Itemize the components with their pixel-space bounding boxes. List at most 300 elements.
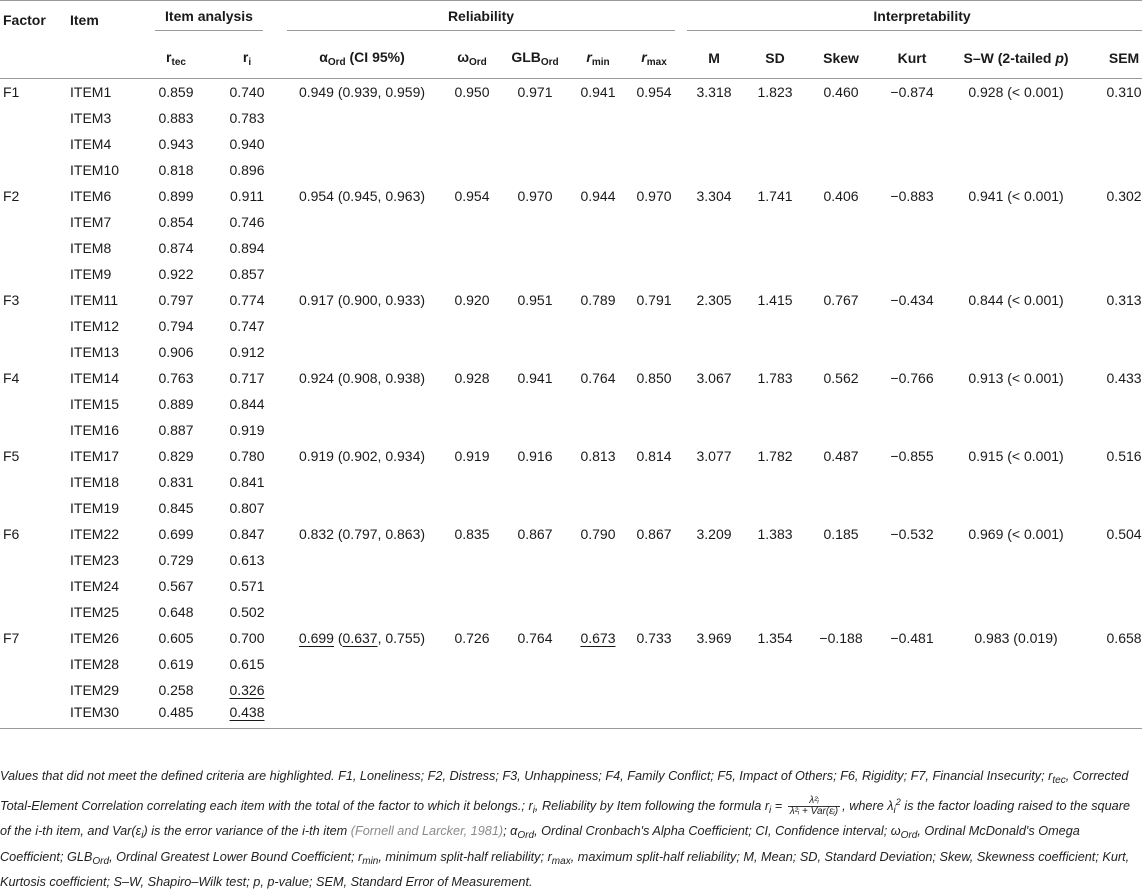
cell-alpha: 0.954 (0.945, 0.963) <box>298 187 426 204</box>
cell-sw <box>946 313 1086 339</box>
cell-alpha: 0.917 (0.900, 0.933) <box>298 291 426 308</box>
cell-sd: 1.823 <box>757 83 793 100</box>
col-header-sd: SD <box>765 50 785 67</box>
cell-factor <box>0 313 70 339</box>
cell-m: 3.077 <box>696 447 732 464</box>
cell-ri: 0.774 <box>229 291 265 308</box>
cell-m: 3.969 <box>696 629 732 646</box>
cell-ri: 0.740 <box>229 83 265 100</box>
cell-ri: 0.700 <box>229 629 265 646</box>
cell-factor: F2 <box>3 187 20 204</box>
cell-rtec: 0.567 <box>158 577 194 594</box>
cell-omega <box>444 313 500 339</box>
cell-rtec: 0.797 <box>158 291 194 308</box>
cell-rtec: 0.887 <box>158 421 194 438</box>
cell-item: ITEM14 <box>70 369 120 386</box>
cell-ri: 0.615 <box>229 655 265 672</box>
cell-alpha <box>280 495 444 521</box>
cell-rmin <box>570 261 626 287</box>
cell-glb <box>500 235 570 261</box>
table-row <box>0 391 1142 417</box>
cell-rmin <box>570 677 626 703</box>
cell-factor <box>0 157 70 183</box>
col-header-rmax: $r_{max}$ <box>641 48 667 68</box>
cell-rmax: 0.970 <box>636 187 672 204</box>
cell-skew <box>804 417 878 443</box>
cell-sw: 0.983 (0.019) <box>974 629 1058 646</box>
cell-item: ITEM17 <box>70 447 120 464</box>
cell-item: ITEM10 <box>70 161 120 178</box>
cell-factor <box>0 209 70 235</box>
cell-rmax <box>626 157 682 183</box>
cell-sw <box>946 391 1086 417</box>
cell-rmin: 0.941 <box>580 83 616 100</box>
cell-omega <box>444 469 500 495</box>
cell-rtec: 0.699 <box>158 525 194 542</box>
cell-item: ITEM16 <box>70 421 120 438</box>
cell-rmin <box>570 131 626 157</box>
cell-alpha: 0.949 (0.939, 0.959) <box>298 83 426 100</box>
table-row <box>0 625 1142 651</box>
cell-skew <box>804 261 878 287</box>
cell-m <box>682 313 746 339</box>
cell-rmin <box>570 573 626 599</box>
cell-ri: 0.807 <box>229 499 265 516</box>
cell-rtec: 0.729 <box>158 551 194 568</box>
cell-item: ITEM23 <box>70 551 120 568</box>
cell-m <box>682 339 746 365</box>
cell-factor: F6 <box>3 525 20 542</box>
cell-kurt: −0.874 <box>890 83 934 100</box>
cell-skew <box>804 469 878 495</box>
cell-omega <box>444 391 500 417</box>
group-header-interpretability: Interpretability <box>682 1 1142 39</box>
cell-kurt <box>878 339 946 365</box>
cell-kurt <box>878 677 946 703</box>
cell-kurt <box>878 313 946 339</box>
table-row <box>0 521 1142 547</box>
table-row <box>0 599 1142 625</box>
cell-kurt <box>878 131 946 157</box>
cell-glb: 0.970 <box>517 187 553 204</box>
cell-glb <box>500 573 570 599</box>
cell-sd <box>746 391 804 417</box>
cell-glb: 0.941 <box>517 369 553 386</box>
col-header-omega: $\omega_{Ord}$ <box>457 48 487 68</box>
cell-sem: 0.433 <box>1106 369 1142 386</box>
cell-skew <box>804 547 878 573</box>
cell-skew <box>804 339 878 365</box>
cell-rmin <box>570 547 626 573</box>
cell-item: ITEM24 <box>70 577 120 594</box>
cell-item: ITEM28 <box>70 655 120 672</box>
cell-sd <box>746 313 804 339</box>
cell-omega <box>444 235 500 261</box>
cell-item: ITEM12 <box>70 317 120 334</box>
cell-sem: 0.516 <box>1106 447 1142 464</box>
cell-rmax <box>626 417 682 443</box>
cell-rtec: 0.818 <box>158 161 194 178</box>
cell-glb <box>500 547 570 573</box>
cell-alpha <box>280 313 444 339</box>
cell-rmin: 0.813 <box>580 447 616 464</box>
cell-rmin: 0.944 <box>580 187 616 204</box>
cell-skew: 0.487 <box>823 447 859 464</box>
cell-alpha <box>280 131 444 157</box>
cell-sd <box>746 131 804 157</box>
cell-glb: 0.764 <box>517 629 553 646</box>
cell-ri: 0.841 <box>229 473 265 490</box>
cell-kurt: −0.855 <box>890 447 934 464</box>
cell-item: ITEM18 <box>70 473 120 490</box>
cell-ri: 0.919 <box>229 421 265 438</box>
cell-m <box>682 209 746 235</box>
cell-rtec: 0.906 <box>158 343 194 360</box>
cell-glb <box>500 261 570 287</box>
cell-ri: 0.783 <box>229 109 265 126</box>
cell-m <box>682 573 746 599</box>
cell-factor: F5 <box>3 447 20 464</box>
cell-ri: 0.746 <box>229 213 265 230</box>
cell-m <box>682 391 746 417</box>
cell-m <box>682 235 746 261</box>
cell-m <box>682 105 746 131</box>
cell-rmin <box>570 391 626 417</box>
cell-alpha <box>280 391 444 417</box>
cell-omega <box>444 131 500 157</box>
cell-omega: 0.920 <box>454 291 490 308</box>
cell-item: ITEM19 <box>70 499 120 516</box>
cell-alpha <box>280 235 444 261</box>
cell-sem <box>1086 599 1142 625</box>
table-row <box>0 105 1142 131</box>
cell-kurt <box>878 235 946 261</box>
cell-kurt <box>878 105 946 131</box>
cell-m <box>682 261 746 287</box>
cell-rmax <box>626 313 682 339</box>
cell-sd: 1.741 <box>757 187 793 204</box>
cell-rmax <box>626 573 682 599</box>
cell-skew <box>804 651 878 677</box>
table-row <box>0 443 1142 469</box>
cell-sw <box>946 131 1086 157</box>
cell-sem <box>1086 157 1142 183</box>
cell-factor: F4 <box>3 369 20 386</box>
cell-rtec: 0.859 <box>158 83 194 100</box>
cell-rtec: 0.763 <box>158 369 194 386</box>
cell-omega <box>444 703 500 729</box>
cell-omega <box>444 417 500 443</box>
cell-sw <box>946 547 1086 573</box>
citation-link[interactable]: (Fornell and Larcker, 1981) <box>350 824 504 839</box>
cell-rmin <box>570 105 626 131</box>
cell-ri: 0.326 <box>229 681 265 698</box>
cell-kurt <box>878 157 946 183</box>
cell-item: ITEM22 <box>70 525 120 542</box>
cell-m <box>682 131 746 157</box>
cell-glb <box>500 339 570 365</box>
cell-rmin <box>570 599 626 625</box>
group-header-reliability: Reliability <box>280 1 682 39</box>
table-row <box>0 209 1142 235</box>
cell-ri: 0.857 <box>229 265 265 282</box>
cell-rmax: 0.814 <box>636 447 672 464</box>
cell-factor <box>0 131 70 157</box>
cell-item: ITEM7 <box>70 213 112 230</box>
cell-sd: 1.383 <box>757 525 793 542</box>
cell-alpha: 0.919 (0.902, 0.934) <box>298 447 426 464</box>
cell-m <box>682 651 746 677</box>
cell-kurt: −0.532 <box>890 525 934 542</box>
cell-rmax <box>626 209 682 235</box>
cell-kurt: −0.481 <box>890 629 934 646</box>
col-header-alpha: $\alpha_{Ord}$ (CI 95%) <box>319 48 405 68</box>
cell-glb <box>500 677 570 703</box>
cell-skew <box>804 599 878 625</box>
cell-omega: 0.950 <box>454 83 490 100</box>
cell-rtec: 0.883 <box>158 109 194 126</box>
cell-rmin <box>570 495 626 521</box>
cell-rmin <box>570 313 626 339</box>
cell-glb: 0.867 <box>517 525 553 542</box>
cell-sw: 0.844 (< 0.001) <box>968 291 1064 308</box>
table-row <box>0 131 1142 157</box>
cell-omega: 0.928 <box>454 369 490 386</box>
cell-rtec: 0.619 <box>158 655 194 672</box>
cell-ri: 0.896 <box>229 161 265 178</box>
cell-ri: 0.571 <box>229 577 265 594</box>
cell-item: ITEM29 <box>70 681 120 698</box>
cell-rtec: 0.605 <box>158 629 194 646</box>
col-header-rmin: $r_{min}$ <box>586 48 610 68</box>
cell-sem: 0.504 <box>1106 525 1142 542</box>
cell-rmax <box>626 105 682 131</box>
cell-glb <box>500 599 570 625</box>
cell-alpha <box>280 105 444 131</box>
cell-omega <box>444 261 500 287</box>
cell-rmin <box>570 339 626 365</box>
cell-sd <box>746 417 804 443</box>
cell-sd <box>746 651 804 677</box>
cell-sd <box>746 209 804 235</box>
cell-m <box>682 599 746 625</box>
cell-glb <box>500 651 570 677</box>
cell-sw <box>946 599 1086 625</box>
col-header-mean: M <box>708 50 720 67</box>
cell-glb <box>500 105 570 131</box>
cell-item: ITEM30 <box>70 703 138 729</box>
table-row <box>0 703 1142 729</box>
cell-sem <box>1086 131 1142 157</box>
cell-alpha <box>280 209 444 235</box>
cell-sw <box>946 339 1086 365</box>
cell-sem <box>1086 313 1142 339</box>
cell-rmax <box>626 547 682 573</box>
col-header-rtec: $r_{tec}$ <box>166 48 186 68</box>
cell-rtec: 0.829 <box>158 447 194 464</box>
cell-skew <box>804 157 878 183</box>
cell-omega: 0.919 <box>454 447 490 464</box>
cell-skew <box>804 495 878 521</box>
cell-ri: 0.613 <box>229 551 265 568</box>
cell-rtec: 0.485 <box>138 703 214 729</box>
cell-sw: 0.915 (< 0.001) <box>968 447 1064 464</box>
col-header-ri: $r_i$ <box>242 48 252 68</box>
cell-sw <box>946 703 1086 729</box>
cell-skew: 0.406 <box>823 187 859 204</box>
cell-rtec: 0.874 <box>158 239 194 256</box>
cell-item: ITEM25 <box>70 603 120 620</box>
cell-alpha <box>280 677 444 703</box>
cell-alpha <box>280 703 444 729</box>
cell-skew <box>804 313 878 339</box>
cell-sem: 0.310 <box>1106 83 1142 100</box>
cell-alpha <box>280 651 444 677</box>
cell-glb <box>500 313 570 339</box>
cell-ri: 0.940 <box>229 135 265 152</box>
cell-m <box>682 495 746 521</box>
cell-sd: 1.354 <box>757 629 793 646</box>
cell-m: 2.305 <box>696 291 732 308</box>
cell-omega <box>444 157 500 183</box>
cell-rmin: 0.673 <box>580 629 616 646</box>
cell-rmin <box>570 469 626 495</box>
cell-factor <box>0 573 70 599</box>
cell-rmax <box>626 235 682 261</box>
cell-sw <box>946 469 1086 495</box>
cell-rmax <box>626 469 682 495</box>
cell-kurt: −0.434 <box>890 291 934 308</box>
cell-glb <box>500 703 570 729</box>
cell-rtec: 0.794 <box>158 317 194 334</box>
cell-sw <box>946 417 1086 443</box>
cell-ri: 0.912 <box>229 343 265 360</box>
cell-alpha <box>280 573 444 599</box>
cell-sem <box>1086 339 1142 365</box>
cell-omega <box>444 339 500 365</box>
cell-glb <box>500 209 570 235</box>
cell-item: ITEM8 <box>70 239 112 256</box>
cell-glb <box>500 469 570 495</box>
cell-sem <box>1086 547 1142 573</box>
cell-factor <box>0 105 70 131</box>
cell-rmin <box>570 235 626 261</box>
cell-sd <box>746 261 804 287</box>
cell-glb: 0.971 <box>517 83 553 100</box>
cell-rtec: 0.648 <box>158 603 194 620</box>
cell-factor: F1 <box>3 83 20 100</box>
header-row-1 <box>0 1 1142 39</box>
cell-skew: 0.562 <box>823 369 859 386</box>
cell-factor <box>0 261 70 287</box>
table-row <box>0 547 1142 573</box>
table-row <box>0 79 1142 105</box>
cell-kurt: −0.766 <box>890 369 934 386</box>
cell-sw <box>946 261 1086 287</box>
cell-rmax <box>626 677 682 703</box>
cell-omega <box>444 677 500 703</box>
cell-sem <box>1086 573 1142 599</box>
cell-omega <box>444 573 500 599</box>
cell-sd <box>746 495 804 521</box>
cell-alpha: 0.699 (0.637, 0.755) <box>298 629 426 646</box>
cell-alpha <box>280 261 444 287</box>
cell-alpha: 0.832 (0.797, 0.863) <box>298 525 426 542</box>
cell-kurt: −0.883 <box>890 187 934 204</box>
cell-alpha <box>280 599 444 625</box>
cell-skew <box>804 209 878 235</box>
cell-alpha <box>280 469 444 495</box>
cell-kurt <box>878 209 946 235</box>
table-row <box>0 313 1142 339</box>
cell-ri: 0.911 <box>230 187 264 204</box>
cell-rmax <box>626 703 682 729</box>
col-header-item: Item <box>70 11 99 28</box>
cell-rmin <box>570 417 626 443</box>
cell-glb <box>500 157 570 183</box>
cell-kurt <box>878 651 946 677</box>
cell-sw <box>946 573 1086 599</box>
cell-sw <box>946 157 1086 183</box>
cell-sd <box>746 105 804 131</box>
cell-item: ITEM9 <box>70 265 112 282</box>
cell-rmin: 0.789 <box>580 291 616 308</box>
table-row <box>0 495 1142 521</box>
cell-omega <box>444 651 500 677</box>
cell-rtec: 0.854 <box>158 213 194 230</box>
cell-glb <box>500 495 570 521</box>
table-row <box>0 157 1142 183</box>
cell-item: ITEM6 <box>70 187 112 204</box>
cell-glb <box>500 391 570 417</box>
cell-rmax <box>626 339 682 365</box>
cell-sd: 1.415 <box>757 291 793 308</box>
cell-m: 3.209 <box>696 525 732 542</box>
cell-rmax <box>626 261 682 287</box>
cell-item: ITEM3 <box>70 109 112 126</box>
cell-sw <box>946 677 1086 703</box>
cell-omega <box>444 105 500 131</box>
cell-alpha: 0.924 (0.908, 0.938) <box>298 369 426 386</box>
cell-sd <box>746 573 804 599</box>
cell-ri: 0.747 <box>229 317 265 334</box>
cell-skew: 0.460 <box>823 83 859 100</box>
cell-skew <box>804 131 878 157</box>
cell-sw <box>946 651 1086 677</box>
cell-m <box>682 547 746 573</box>
cell-kurt <box>878 703 946 729</box>
cell-sd: 1.782 <box>757 447 793 464</box>
col-header-skew: Skew <box>823 50 859 67</box>
cell-sd: 1.783 <box>757 369 793 386</box>
cell-rmax: 0.954 <box>636 83 672 100</box>
cell-skew <box>804 703 878 729</box>
cell-factor <box>0 547 70 573</box>
table-row <box>0 365 1142 391</box>
cell-ri: 0.894 <box>229 239 265 256</box>
col-header-sw: S–W (2-tailed p) <box>963 50 1069 67</box>
cell-rtec: 0.258 <box>158 681 194 698</box>
cell-rmax <box>626 131 682 157</box>
cell-item: ITEM15 <box>70 395 120 412</box>
group-header-item-analysis: Item analysis <box>138 1 280 39</box>
cell-kurt <box>878 599 946 625</box>
cell-sd <box>746 469 804 495</box>
cell-factor: F3 <box>3 291 20 308</box>
cell-rmax <box>626 651 682 677</box>
cell-sd <box>746 339 804 365</box>
cell-rmin: 0.790 <box>580 525 616 542</box>
